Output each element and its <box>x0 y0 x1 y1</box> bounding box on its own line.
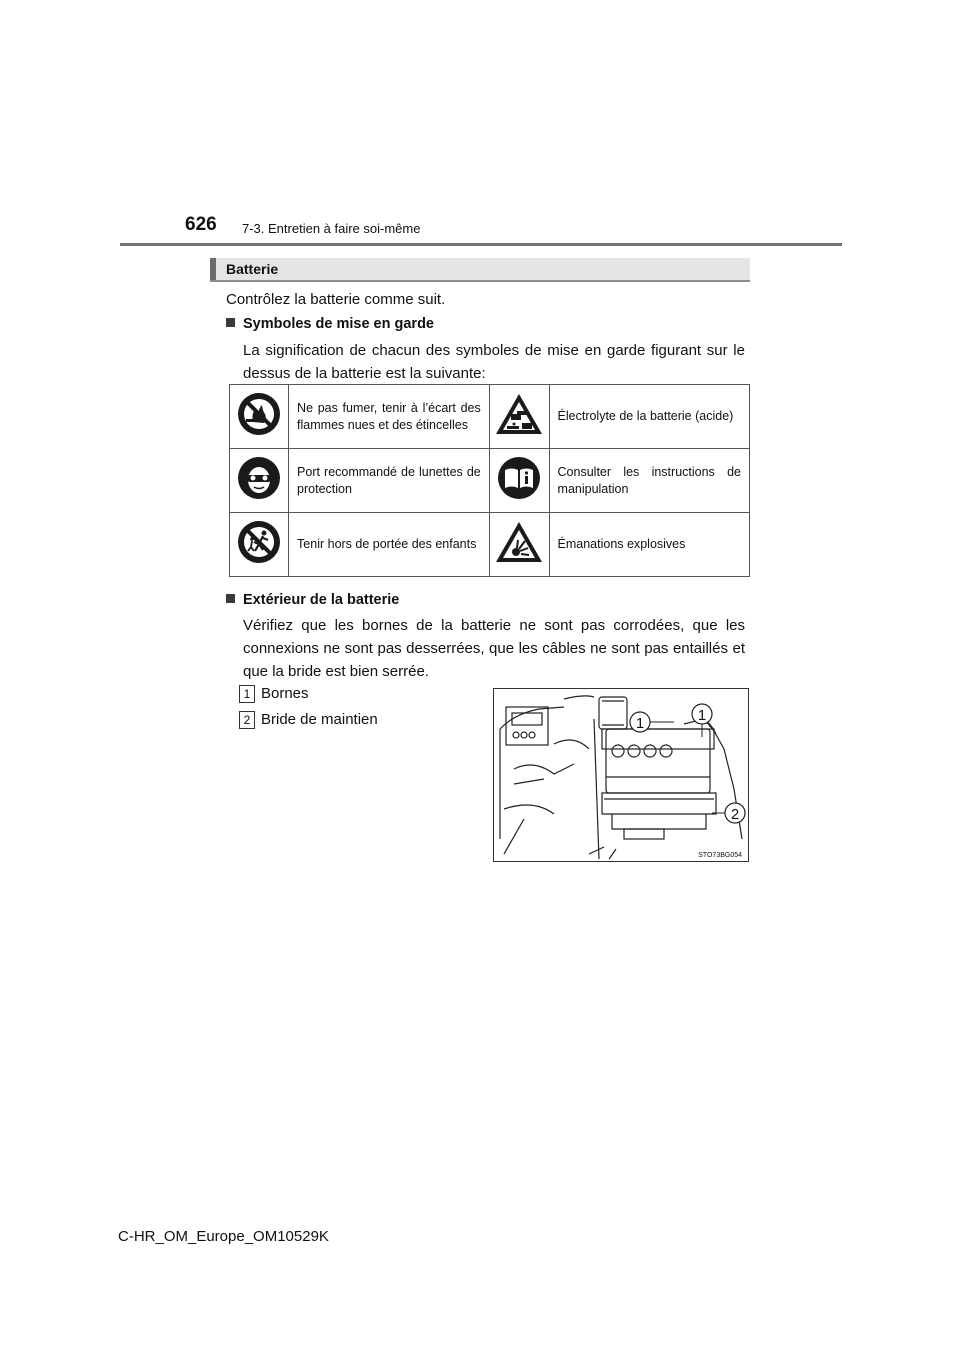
symbol-icon-cell <box>489 385 549 449</box>
figure-callout-2: 2 <box>730 806 740 823</box>
acid-electrolyte-icon <box>494 392 544 436</box>
table-row <box>230 385 750 449</box>
keep-away-children-icon <box>237 520 281 564</box>
figure-code: STO73BG054 <box>698 852 742 859</box>
read-instructions-icon <box>497 456 541 500</box>
symbol-text: Tenir hors de portée des enfants <box>289 513 490 577</box>
exterior-heading <box>226 592 399 608</box>
battery-line-drawing <box>494 689 748 861</box>
symbol-icon-cell <box>489 513 549 577</box>
symbol-icon-cell <box>489 449 549 513</box>
document-id: C-HR_OM_Europe_OM10529K <box>118 1228 329 1245</box>
table-row <box>230 449 750 513</box>
figure-callout-1: 1 <box>697 707 707 724</box>
no-smoking-flames-icon <box>237 392 281 436</box>
chapter-title: 7-3. Entretien à faire soi-même <box>242 221 421 236</box>
exterior-heading-text: Extérieur de la batterie <box>243 592 400 608</box>
warning-symbols-description: La signification de chacun des symboles de mise en garde figurant sur le dessus de la batterie est la suivante: <box>243 342 745 382</box>
section-title: Batterie <box>226 261 279 277</box>
symbol-icon-cell <box>230 513 289 577</box>
warning-symbols-table <box>229 384 750 577</box>
symbol-text: Émanations explosives <box>549 513 749 577</box>
section-intro: Contrôlez la batterie comme suit. <box>226 291 446 308</box>
eye-protection-icon <box>237 456 281 500</box>
legend-item <box>239 685 309 703</box>
table-row <box>230 513 750 577</box>
legend-label: Bride de maintien <box>261 711 378 728</box>
symbol-text: Port recommandé de lunettes de protection <box>289 449 490 513</box>
square-bullet-icon <box>226 318 235 327</box>
section-heading-bar <box>210 258 750 282</box>
figure-callout-1: 1 <box>635 715 645 732</box>
legend-item <box>239 711 378 729</box>
symbol-text: Électrolyte de la batterie (acide) <box>549 385 749 449</box>
legend-label: Bornes <box>261 685 309 702</box>
symbol-text: Ne pas fumer, tenir à l’écart des flammes nues et des étincelles <box>289 385 490 449</box>
explosive-gas-icon <box>494 520 544 564</box>
header-rule <box>120 243 842 246</box>
section-accent <box>210 258 216 280</box>
square-bullet-icon <box>226 594 235 603</box>
exterior-description: Vérifiez que les bornes de la batterie ne sont pas corrodées, que les connexions ne sont pas desserrées, que les câbles ne sont pas entaillés et que la bride est bien serrée. <box>243 617 745 680</box>
symbol-text: Consulter les instructions de manipulation <box>549 449 749 513</box>
warning-symbols-heading <box>226 316 434 332</box>
symbol-icon-cell <box>230 449 289 513</box>
symbol-icon-cell <box>230 385 289 449</box>
warning-symbols-heading-text: Symboles de mise en garde <box>243 316 434 332</box>
legend-number: 1 <box>239 685 255 703</box>
legend-number: 2 <box>239 711 255 729</box>
battery-illustration <box>493 688 749 862</box>
page-number: 626 <box>185 214 217 235</box>
